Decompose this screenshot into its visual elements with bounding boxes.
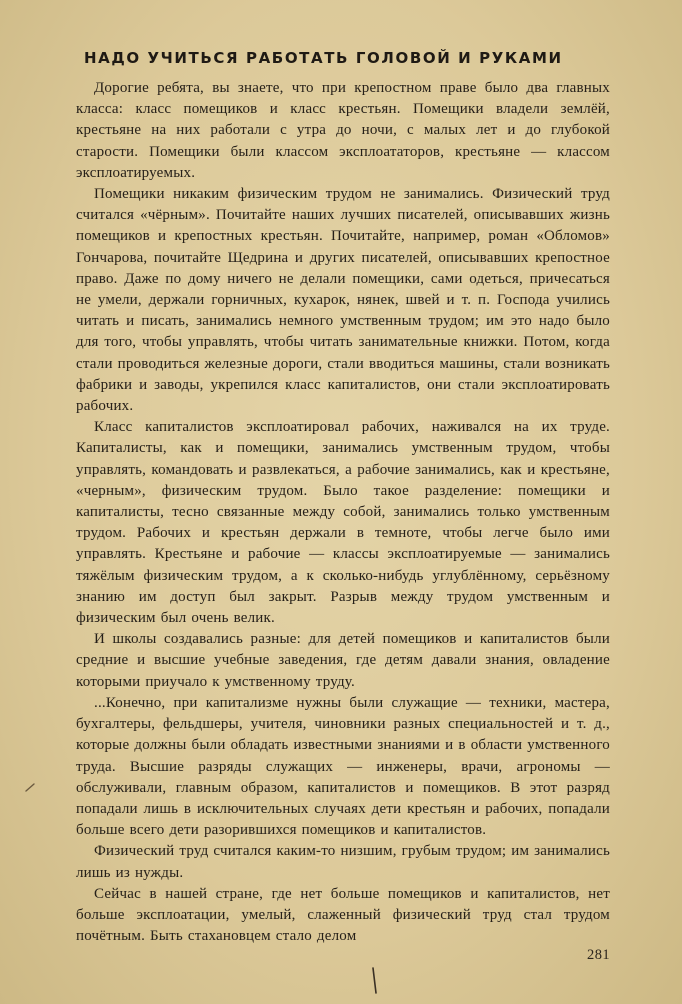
paragraph-6: Физический труд считался каким-то низшим, грубым трудом; им занимались лишь из нужды. xyxy=(76,843,610,881)
page-number: 281 xyxy=(587,947,610,963)
paragraph-5: ...Конечно, при капитализме нужны были служащие — техники, мастера, бухгалтеры, фельдшеры, учителя, чиновники разных специальностей и т. д., которые должны были обладать известными знаниями и в области умственного труда. Высшие разряды служащих — инженеры, врачи, агрономы — обслуживали, главным образом, капиталистов и помещиков. В этот разряд попадали лишь в исключительных случаях дети крестьян и рабочих, попадали больше всего дети разорившихся помещиков и капиталистов. xyxy=(76,694,610,839)
pencil-mark-icon xyxy=(24,780,38,794)
page-content xyxy=(76,44,610,947)
paragraph-7: Сейчас в нашей стране, где нет больше помещиков и капиталистов, нет больше эксплоатации, умелый, слаженный физический труд стал трудом почётным. Быть стахановцем стало делом xyxy=(76,885,610,945)
paragraph-1: Дорогие ребята, вы знаете, что при крепостном праве было два главных класса: класс помещиков и класс крестьян. Помещики владели землёй, крестьяне на них работали с утра до ночи, с малых лет и до глубокой старости. Помещики были классом эксплоататоров, крестьяне — классом эксплоатируемых. xyxy=(76,80,610,181)
corner-tick-icon xyxy=(371,966,379,996)
page-title: НАДО УЧИТЬСЯ РАБОТАТЬ ГОЛОВОЙ И РУКАМИ xyxy=(84,49,563,67)
paragraph-2: Помещики никаким физическим трудом не занимались. Физический труд считался «чёрным». Почитайте наших лучших писателей, описывавших жизнь помещиков и крепостных крестьян. Почитайте, например, роман «Обломов» Гончарова, почитайте Щедрина и других писателей, описывавших крепостное право. Даже по дому ничего не делали помещики, сами одеться, причесаться не умели, держали горничных, кухарок, нянек, швей и т. п. Господа учились читать и писать, занимались немного умственным трудом; им это надо было для того, чтобы управлять, чтобы читать занимательные книжки. Потом, когда стали проводиться железные дороги, стали вводиться машины, стали возникать фабрики и заводы, укрепился класс капиталистов, они стали эксплоатировать рабочих. xyxy=(76,186,610,415)
paragraph-3: Класс капиталистов эксплоатировал рабочих, наживался на их труде. Капиталисты, как и помещики, занимались умственным трудом, чтобы управлять, командовать и развлекаться, а рабочие занимались, как и крестьяне, «черным», физическим трудом. Было такое разделение: помещики и капиталисты, тесно связанные между собой, занимались только умственным трудом. Рабочих и крестьян держали в темноте, чтобы легче было ими управлять. Крестьяне и рабочие — классы эксплоатируемые — занимались тяжёлым физическим трудом, а к сколько-нибудь углублённому, серьёзному знанию им доступ был закрыт. Разрыв между трудом умственным и физическим был очень велик. xyxy=(76,419,610,627)
paragraph-4: И школы создавались разные: для детей помещиков и капиталистов были средние и высшие учебные заведения, где детям давали знания, овладение которыми приучало к умственному труду. xyxy=(76,631,610,690)
